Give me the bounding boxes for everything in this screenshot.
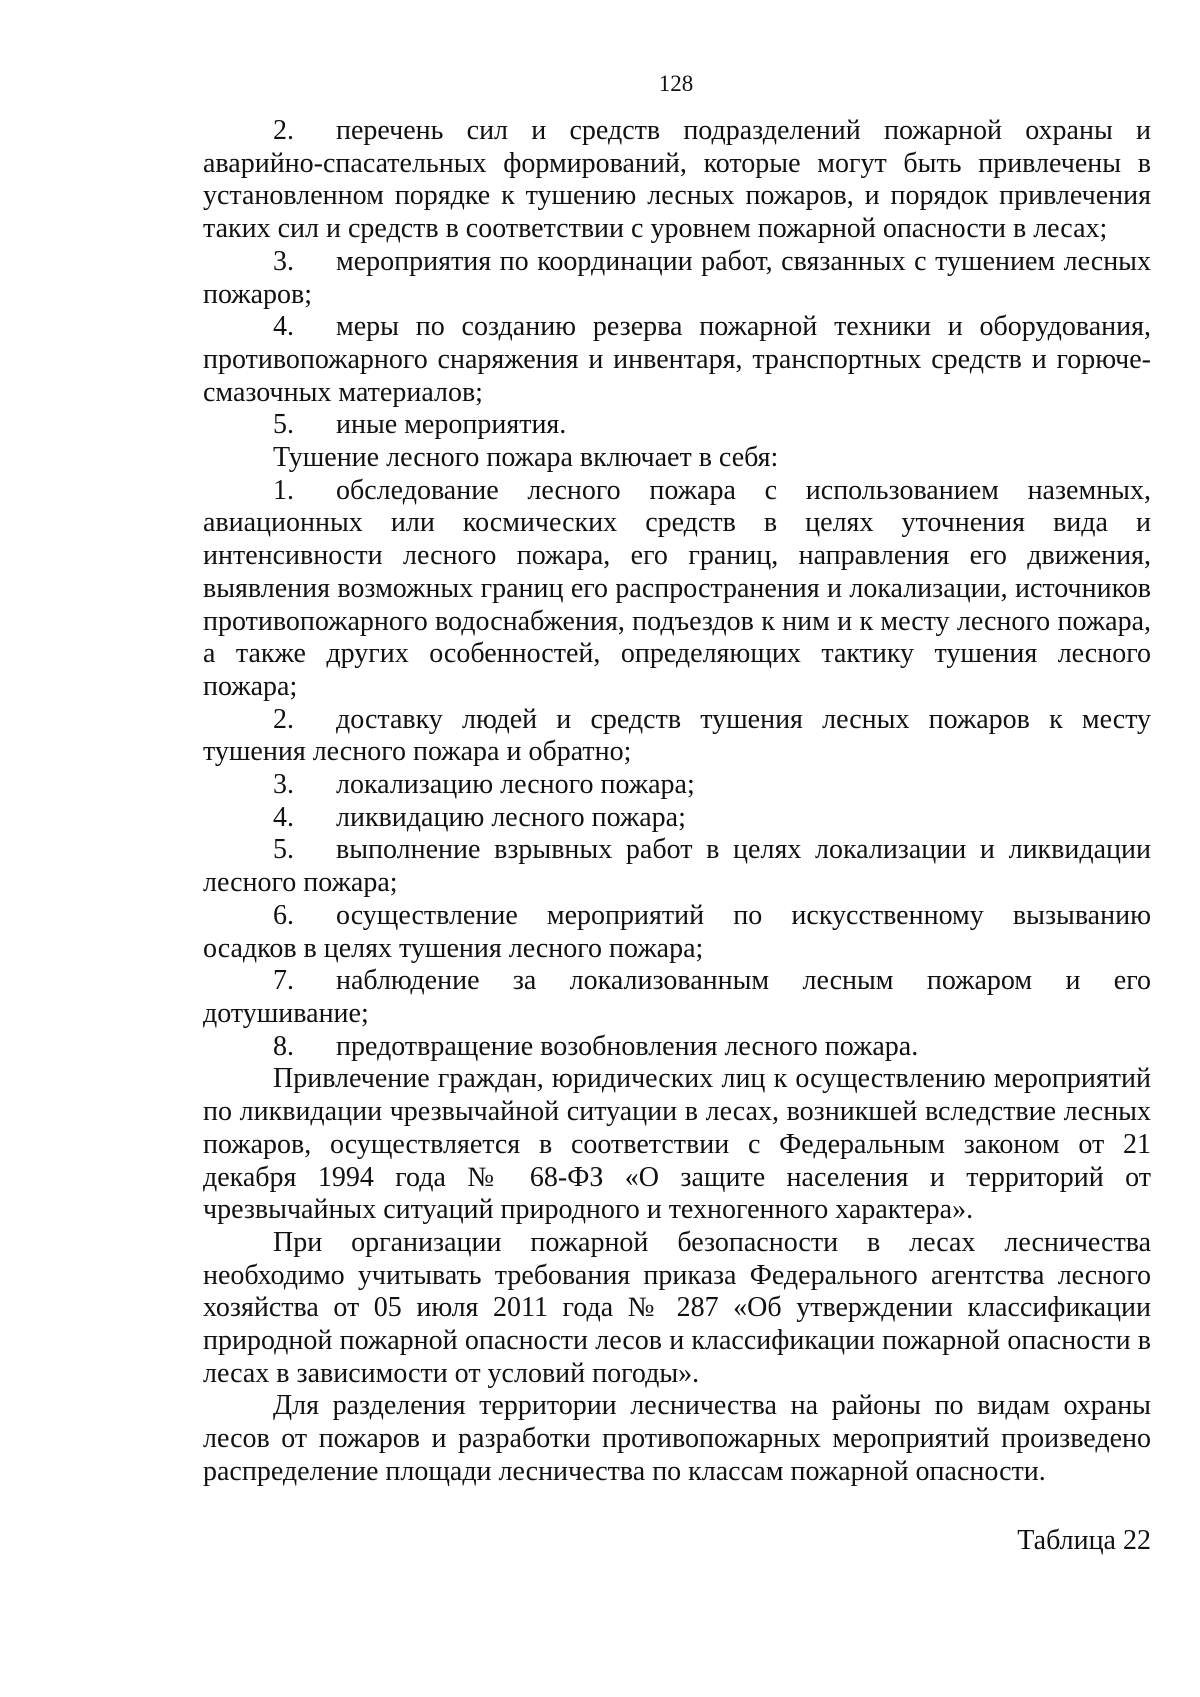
list-item-text: иные мероприятия. — [336, 409, 567, 441]
list-item — [203, 1031, 1151, 1064]
list-item-text: мероприятия по координации работ, связанных с тушением лесных пожаров; — [203, 245, 1151, 310]
list-item-text: обследование лесного пожара с использованием наземных, авиационных или космических средств в целях уточнения вида и интенсивности лесного пожара, его границ, направления его движения, выявления возможных границ его распространения и локализации, источников противопожарного водоснабжения, подъездов к ним и к месту лесного пожара, а также других особенностей, определяющих тактику тушения лесного пожара; — [203, 474, 1151, 702]
list-item-number: 7. — [273, 965, 294, 997]
body-paragraph: Для разделения территории лесничества на районы по видам охраны лесов от пожаров и разработки противопожарных мероприятий произведено распределение площади лесничества по классам пожарной опасности. — [203, 1390, 1151, 1487]
body-paragraph: Привлечение граждан, юридических лиц к осуществлению мероприятий по ликвидации чрезвычайной ситуации в лесах, возникшей вследствие лесных пожаров, осуществляется в соответствии с Федеральным законом от 21 декабря 1994 года № 68-ФЗ «О защите населения и территорий от чрезвычайных ситуаций природного и техногенного характера». — [203, 1063, 1151, 1226]
list-item — [203, 834, 1151, 899]
list-item-number: 3. — [273, 245, 294, 277]
list-item — [203, 704, 1151, 769]
list-item-number: 2. — [273, 115, 294, 146]
list-item-number: 2. — [273, 703, 294, 735]
list-item-number: 1. — [273, 474, 294, 506]
list-item — [203, 115, 1151, 246]
list-item-text: доставку людей и средств тушения лесных пожаров к месту тушения лесного пожара и обратно; — [203, 703, 1151, 768]
table-caption: Таблица 22 — [1017, 1525, 1151, 1556]
list-item-number: 6. — [273, 899, 294, 931]
list-item-text: ликвидацию лесного пожара; — [336, 801, 686, 833]
list-item-text: осуществление мероприятий по искусственному вызыванию осадков в целях тушения лесного пожара; — [203, 899, 1151, 964]
list-item — [203, 475, 1151, 704]
list-item — [203, 769, 1151, 802]
list-item-number: 3. — [273, 769, 294, 801]
document-body — [203, 115, 1151, 1489]
list-item — [203, 311, 1151, 409]
list-item — [203, 802, 1151, 835]
list-item-text: выполнение взрывных работ в целях локализации и ликвидации лесного пожара; — [203, 834, 1151, 899]
list-item-number: 5. — [273, 834, 294, 866]
list-item-text: локализацию лесного пожара; — [336, 769, 695, 801]
list-item — [203, 246, 1151, 311]
list-item — [203, 900, 1151, 965]
list-item-text: наблюдение за локализованным лесным пожаром и его дотушивание; — [203, 965, 1151, 1029]
page-number: 128 — [658, 71, 694, 96]
intro-paragraph: Тушение лесного пожара включает в себя: — [273, 442, 779, 474]
list-item — [203, 409, 1151, 442]
list-item-text: перечень сил и средств подразделений пожарной охраны и аварийно-спасательных формирований, которые могут быть привлечены в установленном порядке к тушению лесных пожаров, и порядок привлечения таких сил и средств в соответствии с уровнем пожарной опасности в лесах; — [203, 115, 1151, 245]
list-item-number: 8. — [273, 1030, 294, 1062]
body-paragraph: При организации пожарной безопасности в лесах лесничества необходимо учитывать требования приказа Федерального агентства лесного хозяйства от 05 июля 2011 года № 287 «Об утверждении классификации природной пожарной опасности лесов и классификации пожарной опасности в лесах в зависимости от условий погоды». — [203, 1226, 1151, 1389]
list-item-number: 4. — [273, 801, 294, 833]
list-item-text: предотвращение возобновления лесного пожара. — [336, 1030, 919, 1062]
list-item-number: 5. — [273, 409, 294, 441]
list-item-text: меры по созданию резерва пожарной техники и оборудования, противопожарного снаряжения и инвентаря, транспортных средств и горюче-смазочных материалов; — [203, 311, 1151, 408]
list-item-number: 4. — [273, 311, 294, 343]
list-item — [203, 965, 1151, 1030]
